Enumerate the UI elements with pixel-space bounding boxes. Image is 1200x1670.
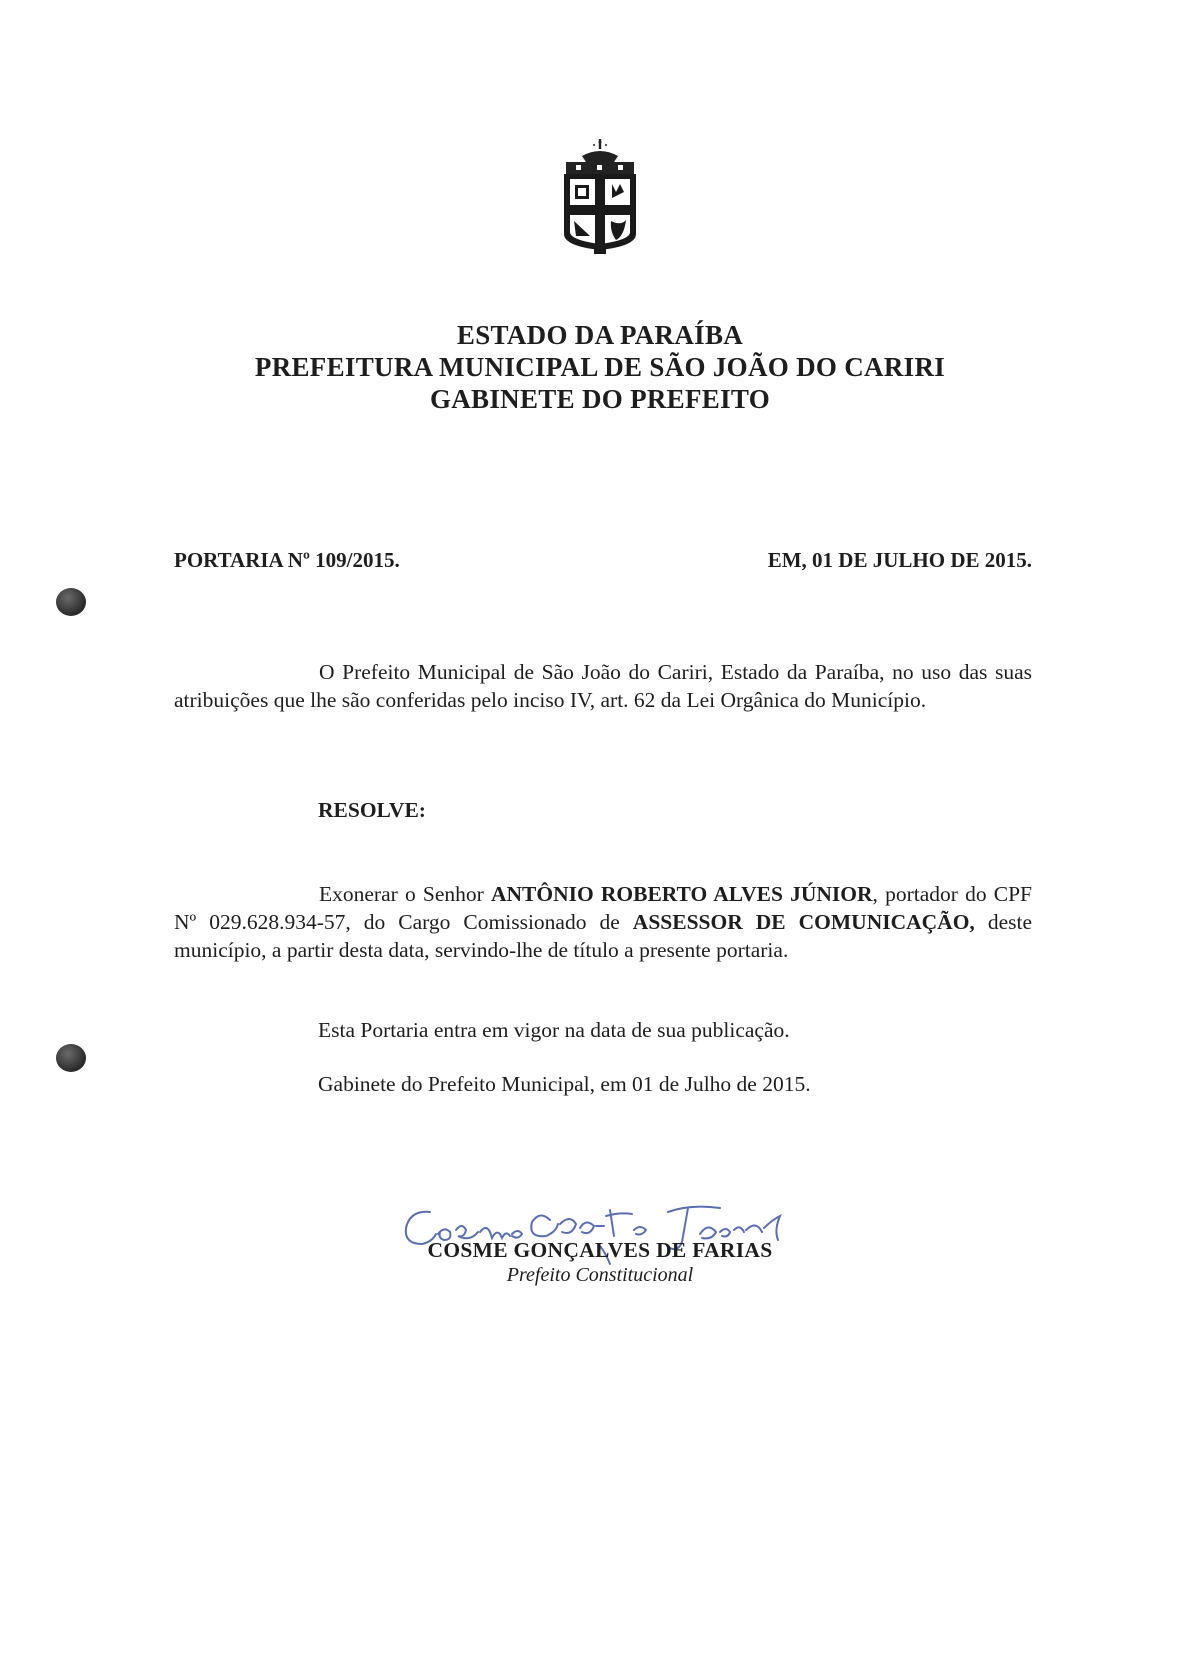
signer-title: Prefeito Constitucional	[506, 1264, 694, 1286]
closing-text: Gabinete do Prefeito Municipal, em 01 de Julho de 2015.	[318, 1072, 811, 1096]
header-prefecture: PREFEITURA MUNICIPAL DE SÃO JOÃO DO CARIRI	[254, 352, 946, 382]
position-name: ASSESSOR DE COMUNICAÇÃO,	[632, 910, 975, 934]
intro-paragraph	[174, 658, 1032, 714]
coat-of-arms-icon	[556, 136, 644, 256]
portaria-date: EM, 01 DE JULHO DE 2015.	[767, 548, 1032, 572]
decision-text-1: Exonerar o Senhor	[319, 882, 491, 906]
header-state: ESTADO DA PARAÍBA	[456, 320, 744, 350]
punch-hole-top	[56, 588, 86, 616]
effect-text: Esta Portaria entra em vigor na data de sua publicação.	[318, 1018, 790, 1042]
decision-text-3: deste município, a partir desta data, servindo-lhe de título a presente portaria.	[174, 910, 1033, 962]
resolve-label: RESOLVE:	[318, 798, 426, 822]
portaria-number: PORTARIA Nº 109/2015.	[174, 548, 400, 572]
header-cabinet: GABINETE DO PREFEITO	[429, 384, 771, 414]
signer-name: COSME GONÇALVES DE FARIAS	[427, 1238, 773, 1262]
decision-paragraph	[174, 880, 1032, 964]
decision-text-2: , portador do CPF Nº 029.628.934-57, do Cargo Comissionado de	[174, 882, 1033, 934]
punch-hole-bottom	[56, 1044, 86, 1072]
intro-text: O Prefeito Municipal de São João do Cariri, Estado da Paraíba, no uso das suas atribuições que lhe são conferidas pelo inciso IV, art. 62 da Lei Orgânica do Município.	[174, 660, 1032, 712]
person-name: ANTÔNIO ROBERTO ALVES JÚNIOR	[490, 882, 873, 906]
